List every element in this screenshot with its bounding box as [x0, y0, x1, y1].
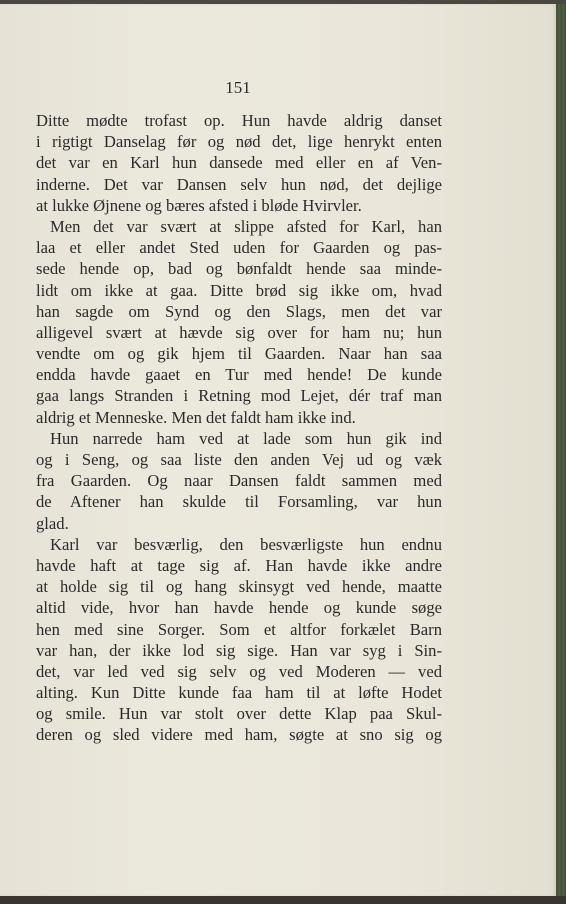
text-line: Hun narrede ham ved at lade som hun gik ind: [50, 428, 442, 448]
text-line: laa et eller andet Sted uden for Gaarden og pas-: [36, 238, 442, 258]
text-line: hen med sine Sorger. Som et altfor forkælet Barn: [36, 619, 442, 639]
text-line: det var en Karl hun dansede med eller en af Ven-: [36, 153, 442, 173]
text-line: og i Seng, og saa liste den anden Vej ud og væk: [36, 450, 442, 469]
text-line: Ditte mødte trofast op. Hun havde aldrig danset: [36, 111, 442, 130]
page-number: 151: [225, 78, 251, 97]
text-line: lidt om ikke at gaa. Ditte brød sig ikke om, hvad: [36, 280, 442, 300]
text-line: deren og sled videre med ham, søgte at sno sig og: [36, 725, 442, 745]
text-line: altid vide, hvor han havde hende og kunde søge: [36, 598, 442, 618]
book-page: [0, 4, 556, 896]
text-line: han sagde om Synd og den Slags, men det var: [36, 301, 442, 321]
text-line: i rigtigt Danselag før og nød det, lige henrykt enten: [36, 132, 442, 152]
text-line: alligevel svært at hævde sig over for ham nu; hun: [36, 322, 442, 342]
text-line: vendte om og gik hjem til Gaarden. Naar han saa: [36, 344, 442, 364]
text-line: de Aftener han skulde til Forsamling, var hun: [36, 492, 442, 512]
text-line: var han, der ikke lod sig sige. Han var syg i Sin-: [36, 640, 442, 660]
text-line: alting. Kun Ditte kunde faa ham til at løfte Hodet: [36, 683, 442, 703]
text-line: endda havde gaaet en Tur med hende! De kunde: [36, 365, 442, 385]
text-line: inderne. Det var Dansen selv hun nød, det dejlige: [36, 174, 442, 194]
book-fore-edge: [556, 4, 566, 904]
text-line: fra Gaarden. Og naar Dansen faldt sammen med: [36, 471, 442, 491]
bottom-edge: [0, 896, 566, 904]
text-line: Men det var svært at slippe afsted for Karl, han: [50, 216, 442, 236]
text-line: at lukke Øjnene og bæres afsted i bløde Hvirvler.: [36, 195, 362, 215]
text-line: det, var led ved sig selv og ved Moderen — ved: [36, 661, 442, 681]
text-line: gaa langs Stranden i Retning mod Lejet, dér traf man: [36, 386, 442, 406]
text-line: at holde sig til og hang skinsygt ved hende, maatte: [36, 577, 442, 597]
text-line: Karl var besværlig, den besværligste hun endnu: [50, 534, 442, 554]
text-line: havde haft at tage sig af. Han havde ikke andre: [36, 555, 442, 575]
body-text: [36, 110, 442, 746]
text-line: sede hende op, bad og bønfaldt hende saa minde-: [36, 259, 442, 279]
text-line: glad.: [36, 513, 69, 533]
text-line: aldrig et Menneske. Men det faldt ham ikke ind.: [36, 407, 356, 427]
text-line: og smile. Hun var stolt over dette Klap paa Skul-: [36, 704, 442, 724]
